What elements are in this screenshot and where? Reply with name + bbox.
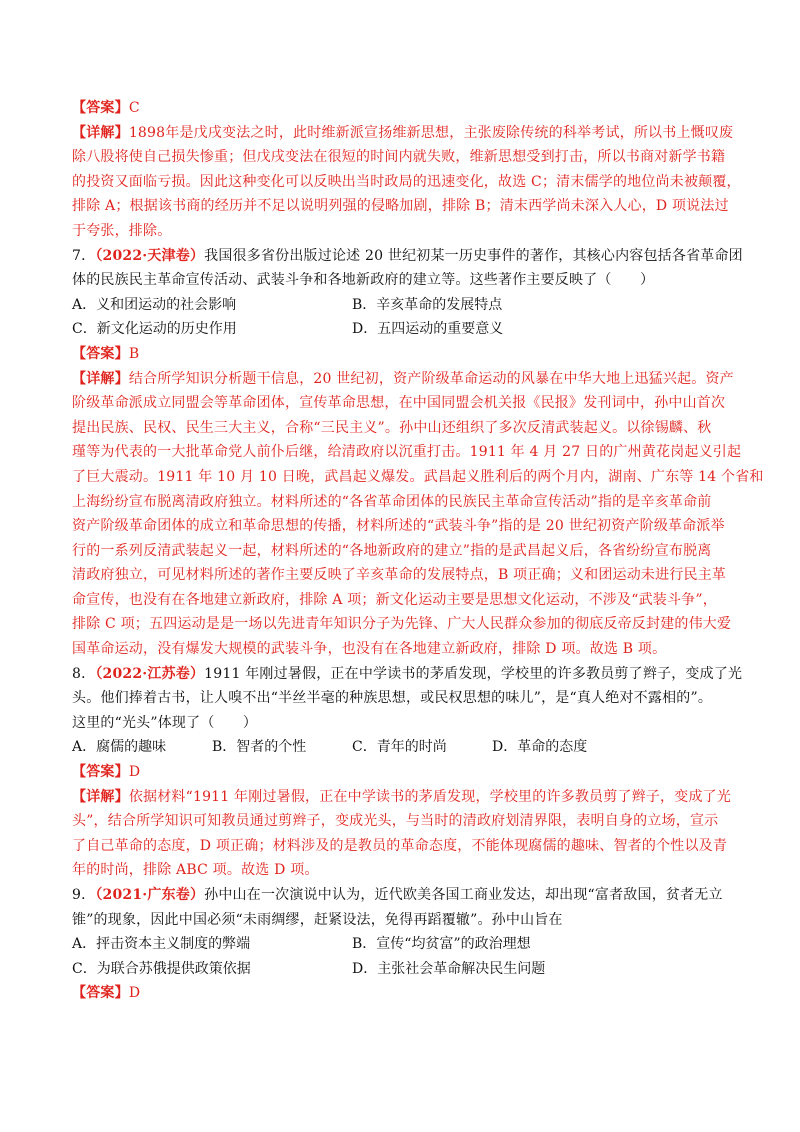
- detail-line: 行的一系列反清武装起义一起，材料所述的“各地新政府的建立”指的是武昌起义后，各省纷纷宣布脱离: [72, 542, 712, 559]
- detail-line: 命宣传，也没有在各地建立新政府，排除 A 项；新文化运动主要是思想文化运动，不涉及“武装斗争”，: [72, 591, 717, 608]
- detail-line: 年的时尚，排除 ABC 项。故选 D 项。: [72, 862, 319, 879]
- option-b: B．宣传“均贫富”的政治理想: [352, 936, 531, 953]
- answer-tag: 【答案】: [72, 100, 129, 116]
- detail-tag: 【详解】: [72, 370, 129, 387]
- detail-line: [72, 367, 736, 392]
- question-number: 8．: [72, 665, 96, 682]
- detail-line: 资产阶级革命团体的成立和革命思想的传播，材料所述的“武装斗争”指的是 20 世纪初资产阶级革命派举: [72, 518, 725, 535]
- option-c: C．青年的时尚: [352, 739, 447, 756]
- option-b: B．智者的个性: [212, 739, 307, 756]
- detail-line: 头”，结合所学知识可知教员通过剪辫子，变成光头，与当时的清政府划清界限，表明自身的立场，宣示: [72, 813, 719, 830]
- option-d: D．主张社会革命解决民生问题: [352, 960, 546, 977]
- question-text: 1911 年刚过暑假，正在中学读书的茅盾发现，学校里的许多教员剪了辫子，变成了光: [204, 665, 743, 682]
- answer-tag: 【答案】: [72, 345, 129, 362]
- document-page: [72, 96, 764, 1006]
- answer-value: D: [128, 985, 141, 1002]
- question-stem-line: 头。他们捧着古书，让人嗅不出“半丝半毫的种族思想，或民权思想的味儿”，是“真人绝对不露相的”。: [72, 690, 713, 707]
- question-stem-line: 体的民族民主革命宣传活动、武装斗争和各地新政府的建立等。这些著作主要反映了（ ）: [72, 272, 655, 289]
- detail-line: 阶级革命派成立同盟会等革命团体，宣传革命思想，在中国同盟会机关报《民报》发刊词中，孙中山首次: [72, 395, 726, 412]
- options-row: [72, 735, 736, 760]
- options-row: [72, 957, 736, 982]
- question-source: （2021·广东卷）: [95, 887, 205, 903]
- question-number: 7．: [72, 247, 96, 264]
- question-source: （2022·江苏卷）: [95, 665, 205, 682]
- detail-text: 依据材料“1911 年刚过暑假，正在中学读书的茅盾发现，学校里的许多教员剪了辫子，变成了光: [128, 788, 732, 805]
- question-text: 我国很多省份出版过论述 20 世纪初某一历史事件的著作，其核心内容包括各省革命团: [204, 247, 743, 264]
- option-c: C．为联合苏俄提供政策依据: [72, 960, 251, 977]
- answer-value: C: [128, 100, 140, 116]
- question-number: 9．: [72, 887, 96, 903]
- answer-tag: 【答案】: [72, 985, 129, 1002]
- question-stem: [72, 883, 736, 908]
- detail-line: 排除 C 项；五四运动是是一场以先进青年知识分子为先锋、广大人民群众参加的彻底反帝反封建的伟大爱: [72, 616, 732, 633]
- question-stem: [72, 662, 743, 687]
- options-row: [72, 932, 736, 957]
- detail-line: 了自己革命的态度，D 项正确；材料涉及的是教员的革命态度，不能体现腐儒的趣味、智者的个性以及青: [72, 837, 728, 854]
- detail-tag: 【详解】: [72, 788, 129, 805]
- option-c: C．新文化运动的历史作用: [72, 321, 237, 338]
- detail-line: 提出民族、民权、民生三大主义，合称“三民主义”。孙中山还组织了多次反清武装起义。以徐锡麟、秋: [72, 419, 712, 436]
- detail-line: 的投资又面临亏损。因此这种变化可以反映出当时政局的迅速变化，故选 C；清末儒学的地位尚未被颠覆，: [72, 173, 741, 190]
- detail-line: [72, 121, 736, 146]
- option-d: D．革命的态度: [492, 739, 588, 756]
- detail-tag: 【详解】: [72, 124, 129, 141]
- detail-line: 排除 A；根据该书商的经历并不足以说明列强的侵略加剧，排除 B；清末西学尚未深入人心，D 项说法过: [72, 198, 729, 215]
- answer-line: [72, 96, 736, 121]
- detail-text: 结合所学知识分析题干信息，20 世纪初，资产阶级革命运动的风暴在中华大地上迅猛兴起。资产: [128, 370, 734, 387]
- detail-text: 1898年是戊戌变法之时，此时维新派宣扬维新思想，主张废除传统的科举考试，所以书上慨叹废: [128, 124, 734, 141]
- answer-line: [72, 981, 736, 1006]
- option-a: A．义和团运动的社会影响: [72, 296, 237, 313]
- options-row: [72, 293, 736, 318]
- question-stem-line: 这里的“光头”体现了（ ）: [72, 714, 258, 731]
- option-d: D．五四运动的重要意义: [352, 321, 504, 338]
- detail-line: 于夸张，排除。: [72, 222, 172, 239]
- detail-line: [72, 785, 736, 810]
- question-text: 孙中山在一次演说中认为，近代欧美各国工商业发达，却出现“富者敌国，贫者无立: [204, 887, 723, 903]
- detail-line: 清政府独立，可见材料所述的著作主要反映了辛亥革命的发展特点，B 项正确；义和团运动未进行民主革: [72, 567, 727, 584]
- question-source: （2022·天津卷）: [95, 247, 205, 264]
- detail-line: 了巨大震动。1911 年 10 月 10 日晚，武昌起义爆发。武昌起义胜利后的两个月内，湖南、广东等 14 个省和: [72, 468, 764, 485]
- answer-line: [72, 342, 736, 367]
- option-a: A．腐儒的趣味: [72, 739, 167, 756]
- answer-value: B: [128, 345, 140, 362]
- answer-value: D: [128, 764, 141, 781]
- question-stem: [72, 244, 743, 269]
- detail-line: 上海纷纷宣布脱离清政府独立。材料所述的“各省革命团体的民族民主革命宣传活动”指的是辛亥革命前: [72, 493, 712, 510]
- detail-line: 国革命运动，没有爆发大规模的武装斗争，也没有在各地建立新政府，排除 D 项。故选 B 项。: [72, 641, 667, 658]
- answer-tag: 【答案】: [72, 764, 129, 781]
- answer-line: [72, 760, 736, 785]
- detail-line: 瑾等为代表的一大批革命党人前仆后继，给清政府以沉重打击。1911 年 4 月 27 日的广州黄花岗起义引起: [72, 444, 742, 461]
- question-stem-line: 锥”的现象，因此中国必须“未雨绸缪，赶紧设法，免得再蹈覆辙”。孙中山旨在: [72, 911, 563, 928]
- option-a: A．抨击资本主义制度的弊端: [72, 936, 251, 953]
- detail-line: 除八股将使自己损失惨重；但戊戌变法在很短的时间内就失败，维新思想受到打击，所以书商对新学书籍: [72, 149, 726, 166]
- options-row: [72, 317, 736, 342]
- option-b: B．辛亥革命的发展特点: [352, 296, 503, 313]
